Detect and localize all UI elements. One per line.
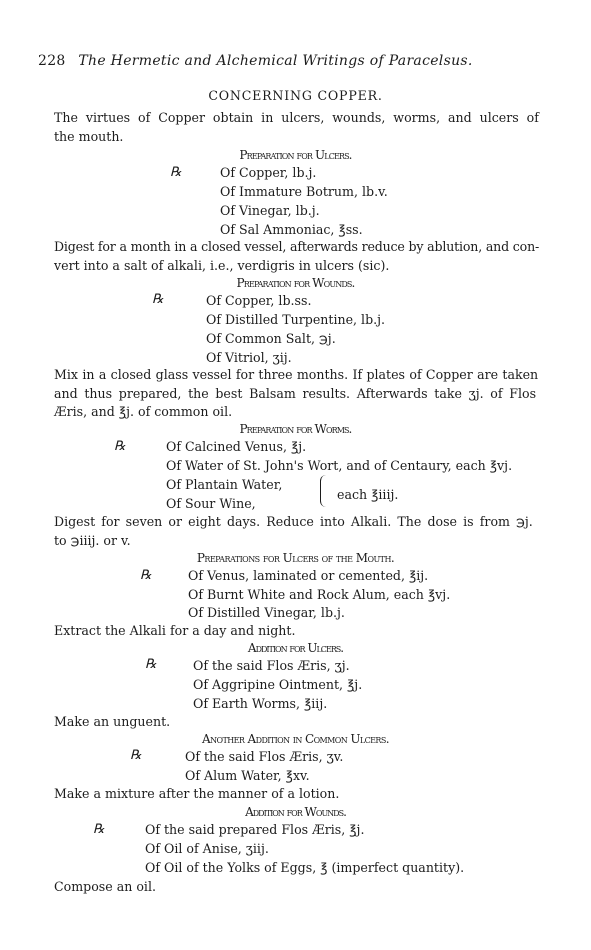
running-title: The Hermetic and Alchemical Writings of Paracelsus. [78,53,473,69]
ingredient-line: Of Sour Wine, [166,496,256,511]
recipe-symbol: ℞ [114,439,126,454]
recipe-symbol: ℞ [145,657,157,672]
recipe-symbol: ℞ [130,748,142,763]
ingredient-line: Of Common Salt, ℈j. [206,331,336,346]
ingredient-line: Of Venus, laminated or cemented, ℥ij. [188,568,429,583]
ingredient-line: Of Alum Water, ℥xv. [185,768,310,783]
text-line: Make a mixture after the manner of a lotion. [54,786,340,801]
text-line: Mix in a closed glass vessel for three months. If plates of Copper are taken [54,367,539,382]
section-heading: Addition for Ulcers. [247,641,344,655]
page-number: 228 [38,53,66,69]
ingredient-line: Of Sal Ammoniac, ℥ss. [220,222,363,237]
ingredient-line: Of Aggripine Ointment, ℥j. [193,677,363,692]
recipe-symbol: ℞ [93,822,105,837]
ingredient-line: Of Oil of the Yolks of Eggs, ℥ (imperfect quantity). [145,860,465,875]
running-header [38,54,473,68]
ingredient-line: Of Vinegar, lb.j. [220,203,320,218]
ingredient-line: Of Plantain Water, [166,477,283,492]
recipe-symbol: ℞ [170,165,182,180]
text-line: vert into a salt of alkali, i.e., verdigris in ulcers (sic). [54,258,390,273]
section-heading: Addition for Wounds. [245,805,346,819]
text-line: Compose an oil. [54,879,156,894]
ingredient-line: Of Earth Worms, ℥iij. [193,696,328,711]
ingredient-line: Of Vitriol, ʒij. [206,350,292,365]
ingredient-line: Of Distilled Vinegar, lb.j. [188,605,345,620]
text-line: and thus prepared, the best Balsam results. Afterwards take ʒj. of Flos [54,386,537,401]
ingredient-line: Of the said prepared Flos Æris, ℥j. [145,822,365,837]
ingredient-line: Of Immature Botrum, lb.v. [220,184,388,199]
ingredient-line: Of Calcined Venus, ℥j. [166,439,307,454]
text-line: Æris, and ℥j. of common oil. [54,404,233,419]
ingredient-line: each ℥iiij. [337,487,399,502]
ingredient-line: Of Burnt White and Rock Alum, each ℥vj. [188,587,451,602]
section-heading: Preparation for Wounds. [236,276,355,290]
text-line: the mouth. [54,129,124,144]
ingredient-line: Of Copper, lb.ss. [206,293,312,308]
recipe-symbol: ℞ [152,292,164,307]
section-heading: Preparations for Ulcers of the Mouth. [196,551,395,565]
section-heading: Another Addition in Common Ulcers. [202,732,389,746]
ingredient-line: Of Oil of Anise, ʒiij. [145,841,269,856]
text-line: Make an unguent. [54,714,171,729]
ingredient-line: Of Water of St. John's Wort, and of Centaury, each ℥vj. [166,458,513,473]
text-line: The virtues of Copper obtain in ulcers, wounds, worms, and ulcers of [54,110,539,125]
recipe-symbol: ℞ [140,568,152,583]
chapter-heading: CONCERNING COPPER. [208,88,383,103]
brace-mark [320,475,328,507]
ingredient-line: Of Distilled Turpentine, lb.j. [206,312,386,327]
text-line: Digest for seven or eight days. Reduce into Alkali. The dose is from ℈j. [54,514,533,529]
text-line: Extract the Alkali for a day and night. [54,623,296,638]
ingredient-line: Of the said Flos Æris, ʒj. [193,658,350,673]
text-line: Digest for a month in a closed vessel, afterwards reduce by ablution, and con- [54,239,540,254]
text-line: to ℈iiij. or v. [54,533,131,548]
ingredient-line: Of Copper, lb.j. [220,165,317,180]
section-heading: Preparation for Ulcers. [239,148,352,162]
section-heading: Preparation for Worms. [239,422,352,436]
ingredient-line: Of the said Flos Æris, ʒv. [185,749,344,764]
